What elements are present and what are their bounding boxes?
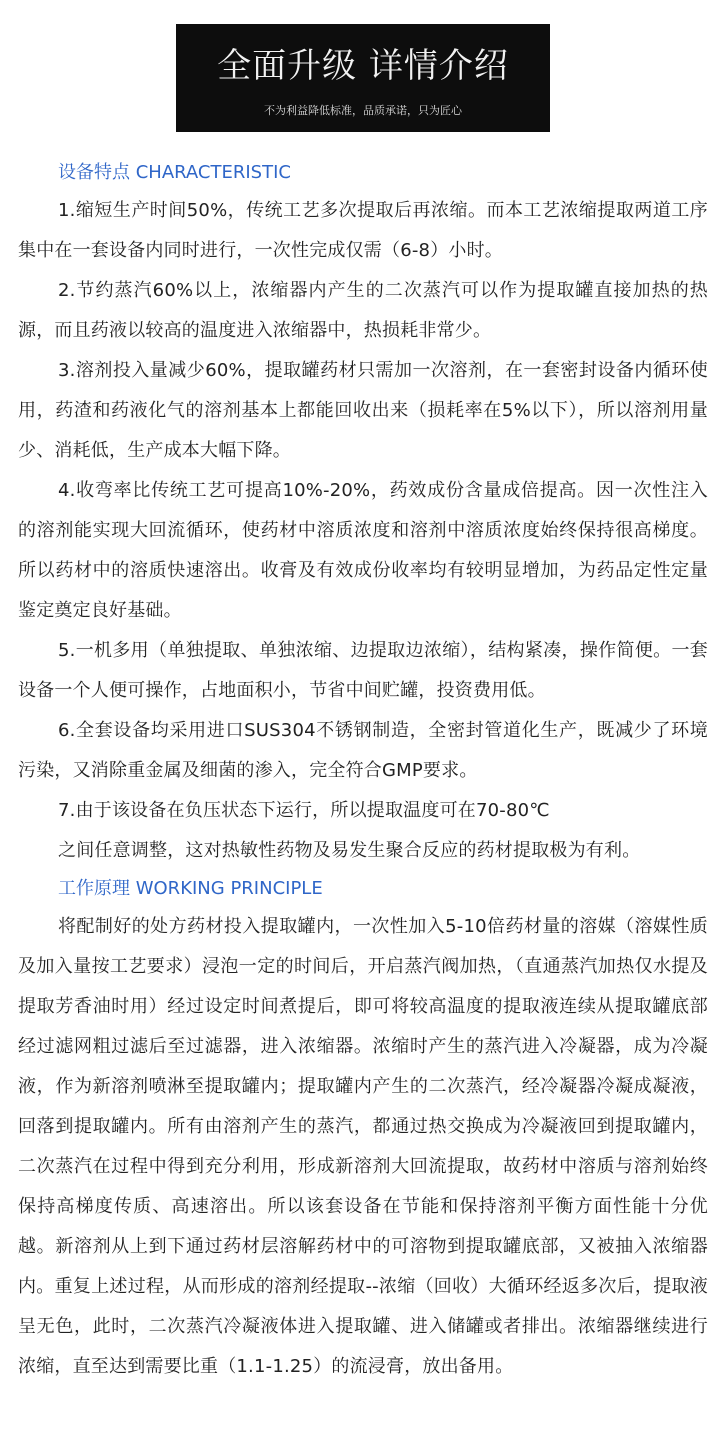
feature-item-7-continued: 之间任意调整，这对热敏性药物及易发生聚合反应的药材提取极为有利。	[58, 840, 641, 861]
feature-item-4: 4.收弯率比传统工艺可提高10%-20%，药效成份含量成倍提高。因一次性注入的溶剂能实现大回流循环，使药材中溶质浓度和溶剂中溶质浓度始终保持很高梯度。所以药材中的溶质快速溶出。收膏及有效成份收率均有较明显增加，为药品定性定量鉴定奠定良好基础。	[18, 480, 708, 621]
feature-item-7: 7.由于该设备在负压状态下运行，所以提取温度可在70-80℃	[58, 800, 550, 821]
section-heading-working-principle: 工作原理 WORKING PRINCIPLE	[58, 878, 323, 899]
feature-item-2: 2.节约蒸汽60%以上，浓缩器内产生的二次蒸汽可以作为提取罐直接加热的热源，而且药液以较高的温度进入浓缩器中，热损耗非常少。	[18, 280, 708, 341]
feature-item-3: 3.溶剂投入量减少60%，提取罐药材只需加一次溶剂，在一套密封设备内循环使用，药渣和药液化气的溶剂基本上都能回收出来（损耗率在5%以下），所以溶剂用量少、消耗低，生产成本大幅下降。	[18, 360, 708, 461]
feature-item-1: 1.缩短生产时间50%，传统工艺多次提取后再浓缩。而本工艺浓缩提取两道工序集中在一套设备内同时进行，一次性完成仅需（6-8）小时。	[18, 200, 708, 261]
article-content	[18, 155, 708, 1387]
feature-item-5: 5.一机多用（单独提取、单独浓缩、边提取边浓缩），结构紧凑，操作简便。一套设备一个人便可操作，占地面积小，节省中间贮罐，投资费用低。	[18, 640, 708, 701]
banner-subtitle: 不为利益降低标准，品质承诺，只为匠心	[264, 104, 462, 117]
working-principle-text: 将配制好的处方药材投入提取罐内，一次性加入5-10倍药材量的溶媒（溶媒性质及加入量按工艺要求）浸泡一定的时间后，开启蒸汽阀加热，（直通蒸汽加热仅水提及提取芳香油时用）经过设定时间煮提后，即可将较高温度的提取液连续从提取罐底部经过滤网粗过滤后至过滤器，进入浓缩器。浓缩时产生的蒸汽进入冷凝器，成为冷凝液，作为新溶剂喷淋至提取罐内；提取罐内产生的二次蒸汽，经冷凝器冷凝成凝液，回落到提取罐内。所有由溶剂产生的蒸汽，都通过热交换成为冷凝液回到提取罐内，二次蒸汽在过程中得到充分利用，形成新溶剂大回流提取，故药材中溶质与溶剂始终保持高梯度传质、高速溶出。所以该套设备在节能和保持溶剂平衡方面性能十分优越。新溶剂从上到下通过药材层溶解药材中的可溶物到提取罐底部，又被抽入浓缩器内。重复上述过程，从而形成的溶剂经提取--浓缩（回收）大循环经返多次后，提取液呈无色，此时，二次蒸汽冷凝液体进入提取罐、进入储罐或者排出。浓缩器继续进行浓缩，直至达到需要比重（1.1-1.25）的流浸膏，放出备用。	[18, 916, 708, 1377]
feature-item-6: 6.全套设备均采用进口SUS304不锈钢制造，全密封管道化生产，既减少了环境污染，又消除重金属及细菌的渗入，完全符合GMP要求。	[18, 720, 708, 781]
promo-banner	[176, 24, 550, 132]
banner-title: 全面升级 详情介绍	[217, 46, 509, 86]
section-heading-characteristic: 设备特点 CHARACTERISTIC	[58, 162, 291, 183]
